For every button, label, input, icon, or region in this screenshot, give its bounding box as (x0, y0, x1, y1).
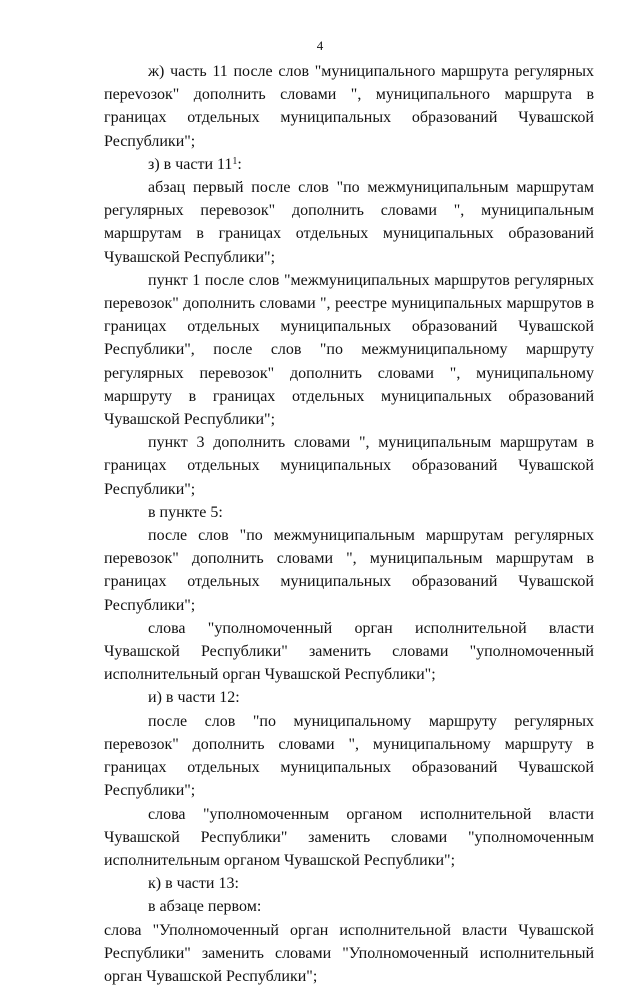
part-heading-prefix: з) в части 11 (148, 155, 233, 173)
paragraph-zh: ж) часть 11 после слов "муниципального маршрута регулярных переvозок" дополнить словами ", муниципального маршрута в границах отдельных муниципальных образований Чувашской Республики"; (104, 63, 594, 150)
page-number: 4 (316, 38, 324, 53)
paragraph-z-heading (104, 153, 594, 176)
part-heading-suffix: : (237, 155, 242, 173)
paragraph-k-replace: слова "Уполномоченный орган исполнительной власти Чувашской Республики" заменить словами "Уполномоченный исполнительный орган Чувашской Республики"; (104, 921, 594, 985)
paragraph-k-first-abzac: в абзаце первом: (148, 898, 262, 916)
paragraph-first-abzac: абзац первый после слов "по межмуниципальным маршрутам регулярных перевозок" дополнить словами ", муниципальным маршрутам в границах отдельных муниципальных образований Чувашской Республики"; (104, 179, 594, 266)
paragraph-punkt-3: пункт 3 дополнить словами ", муниципальным маршрутам в границах отдельных муниципальных образований Чувашской Республики"; (104, 434, 594, 498)
paragraph-punkt-1: пункт 1 после слов "межмуниципальных маршрутов регулярных перевозок" дополнить словами ", реестре муниципальных маршрутов в границах отдельных муниципальных образований Чувашской Республики", после слов "по межмуниципальному маршруту регулярных перевозок" дополнить словами ", муниципальному маршруту в границах отдельных муниципальных образований Чувашской Республики"; (104, 271, 594, 429)
paragraph-punkt-5-after-words: после слов "по межмуниципальным маршрутам регулярных перевозок" дополнить словами ", муниципальным маршрутам в границах отдельных муниципальных образований Чувашской Республики"; (104, 527, 594, 614)
paragraph-i-after-words: после слов "по муниципальному маршруту регулярных перевозок" дополнить словами ", муниципальному маршруту в границах отдельных муниципальных образований Чувашской Республики"; (104, 712, 594, 800)
paragraph-i-heading: и) в части 12: (148, 689, 240, 707)
paragraph-punkt-5-replace: слова "уполномоченный орган исполнительной власти Чувашской Республики" заменить словами "уполномоченный исполнительный орган Чувашской Республики"; (104, 619, 594, 684)
paragraph-punkt-5-heading: в пункте 5: (148, 503, 223, 521)
paragraph-i-replace: слова "уполномоченным органом исполнительной власти Чувашской Республики" заменить словами "уполномоченным исполнительным органом Чувашской Республики"; (104, 805, 594, 869)
paragraph-k-heading: к) в части 13: (148, 875, 239, 893)
part-heading-superscript: 1 (232, 155, 238, 167)
document-body (104, 60, 594, 988)
